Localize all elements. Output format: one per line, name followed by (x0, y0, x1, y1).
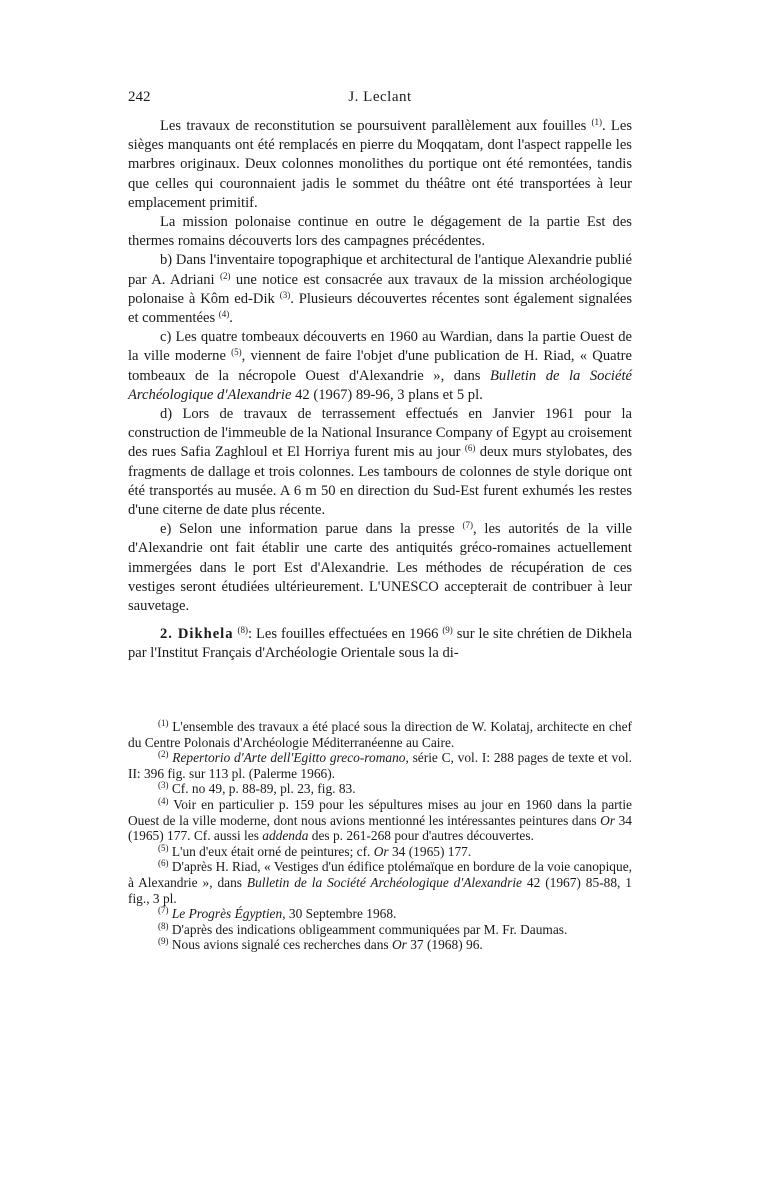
note-reference: (4) (158, 795, 169, 806)
text-run: , série C, vol. I: 288 pages de texte et vol. II: 396 fig. sur 113 pl. (Palerme 1966). (128, 750, 632, 781)
main-text (128, 117, 632, 664)
section-heading: 2. Dikhela (160, 626, 234, 643)
note-reference: (6) (464, 443, 476, 454)
note-reference: (6) (158, 858, 169, 869)
text-run: des p. 261-268 pour d'autres découvertes. (308, 828, 534, 844)
text-run: 34 (1965) 177. Cf. aussi les (128, 812, 632, 844)
note-reference: (8) (158, 920, 169, 931)
text-run: c) Les quatre tombeaux découverts en 1960 au Wardian, dans la partie Ouest de la ville moderne $^{(5)}$, viennent de faire l'objet d'une publication de H. Riad, « Quatre tombeaux de la nécropole Ouest d'Alexandrie », dans (128, 329, 632, 384)
paragraph: d) Lors de travaux de terrassement effectués en Janvier 1961 pour la construction de l'immeuble de la National Insurance Company of Egypt au croisement des rues Safia Zaghloul et El Horriya furent mis au jour $^{(6)}$ deux murs stylobates, des fragments de dallage et trois colonnes. Les tambours de colonnes de style dorique ont été transportés au musée. A 6 m 50 en direction du Sud-Est furent exhumés les restes d'une citerne de date plus récente. (128, 406, 632, 519)
note-reference: (1) (158, 718, 169, 728)
paragraph: La mission polonaise continue en outre le dégagement de la partie Est des thermes romains découverts lors des campagnes précédentes. (128, 214, 632, 250)
text-run: $^{(4)}$ Voir en particulier p. 159 pour les sépultures mises au jour en 1960 dans la partie Ouest de la ville moderne, dont nous avions mentionné les intéressantes peintures dans (128, 795, 632, 828)
journal-title: Bulletin de la Société Archéologique d'Alexandrie (128, 367, 633, 403)
note-reference: (3) (158, 780, 169, 791)
footnote (128, 750, 632, 781)
journal-abbrev: Or (373, 843, 389, 859)
footnote (128, 937, 632, 953)
footnote: $^{(3)}$ Cf. no 49, p. 88-89, pl. 23, fig. 83. (158, 780, 356, 797)
note-reference: (4) (218, 309, 230, 320)
note-reference: (7) (462, 520, 474, 531)
note-reference: (5) (158, 842, 169, 853)
text-run: 42 (1967) 89-96, 3 plans et 5 pl. (291, 386, 483, 403)
text-run: 42 (1967) 85-88, 1 fig., 3 pl. (128, 874, 632, 906)
book-title: Repertorio d'Arte dell'Egitto greco-romano (172, 750, 406, 766)
note-reference: (1) (591, 117, 603, 127)
footnote: $^{(1)}$ L'ensemble des travaux a été placé sous la direction de W. Kolataj, architecte en chef du Centre Polonais d'Archéologie Méditerranéenne au Caire. (128, 718, 632, 750)
note-reference: (2) (158, 749, 169, 760)
footnote (128, 797, 632, 844)
paragraph: b) Dans l'inventaire topographique et architectural de l'antique Alexandrie publié par A. Adriani $^{(2)}$ une notice est consacrée aux travaux de la mission archéologique polonaise à Kôm ed-Dik $^{(3)}$. Plusieurs découvertes récentes sont également signalées et commentées $^{(4)}$. (128, 252, 632, 327)
text-run: $^{(6)}$ D'après H. Riad, « Vestiges d'un édifice ptolémaïque en bordure de la voie canopique, à Alexandrie », dans (128, 858, 632, 890)
paragraph (128, 328, 632, 405)
text-run: $^{(8)}$: Les fouilles effectuées en 1966 $^{(9)}$ sur le site chrétien de Dikhela par l'Institut Français d'Archéologie Orientale sous la di- (128, 625, 632, 662)
note-reference: (2) (219, 270, 231, 281)
page-number: 242 (128, 89, 151, 105)
footnote (128, 859, 632, 906)
journal-title: Bulletin de la Société Archéologique d'Alexandrie (246, 874, 522, 890)
text-run: $^{(5)}$ L'un d'eux était orné de peintures; cf. (158, 842, 374, 859)
newspaper-title: Le Progrès Égyptien (171, 906, 283, 922)
section-paragraph (128, 625, 632, 663)
note-reference: (8) (237, 625, 248, 636)
note-reference: (9) (442, 625, 453, 636)
text-run: , 30 Septembre 1968. (282, 906, 397, 922)
note-reference: (5) (231, 347, 242, 358)
note-reference: (7) (158, 905, 169, 916)
text-run (158, 906, 172, 921)
note-reference: (3) (279, 289, 291, 300)
footnote (128, 844, 632, 860)
text-run: 34 (1965) 177. (388, 843, 472, 859)
paragraph: Les travaux de reconstitution se poursuivent parallèlement aux fouilles $^{(1)}$. Les sièges manquants ont été remplacés en pierre du Moqqatam, dont l'aspect rappelle les marbres originaux. Deux colonnes monolithes du portique ont été remontées, tandis que celles qui couronnaient jadis le sommet du théâtre ont été transportées à leur emplacement primitif. (128, 117, 632, 211)
journal-abbrev: Or (600, 812, 615, 828)
running-head: J. Leclant (348, 89, 412, 105)
paragraph: e) Selon une information parue dans la presse $^{(7)}$, les autorités de la ville d'Alexandrie ont fait établir une carte des antiquités gréco-romaines actuellement immergées dans le port Est d'Alexandrie. Les méthodes de récupération de ces vestiges seront étudiées ultérieurement. L'UNESCO accepterait de contribuer à leur sauvetage. (128, 520, 632, 615)
text-run (158, 750, 172, 765)
text-run: 37 (1968) 96. (406, 937, 483, 953)
text-run: $^{(9)}$ Nous avions signalé ces recherches dans (158, 936, 392, 953)
footnotes (128, 719, 632, 953)
journal-abbrev: Or (391, 937, 407, 953)
footnote (128, 906, 632, 922)
italic-term: addenda (262, 828, 309, 844)
note-reference: (9) (158, 936, 169, 947)
page-header (128, 89, 632, 111)
footnote: $^{(8)}$ D'après des indications obligeamment communiquées par M. Fr. Daumas. (158, 920, 568, 937)
